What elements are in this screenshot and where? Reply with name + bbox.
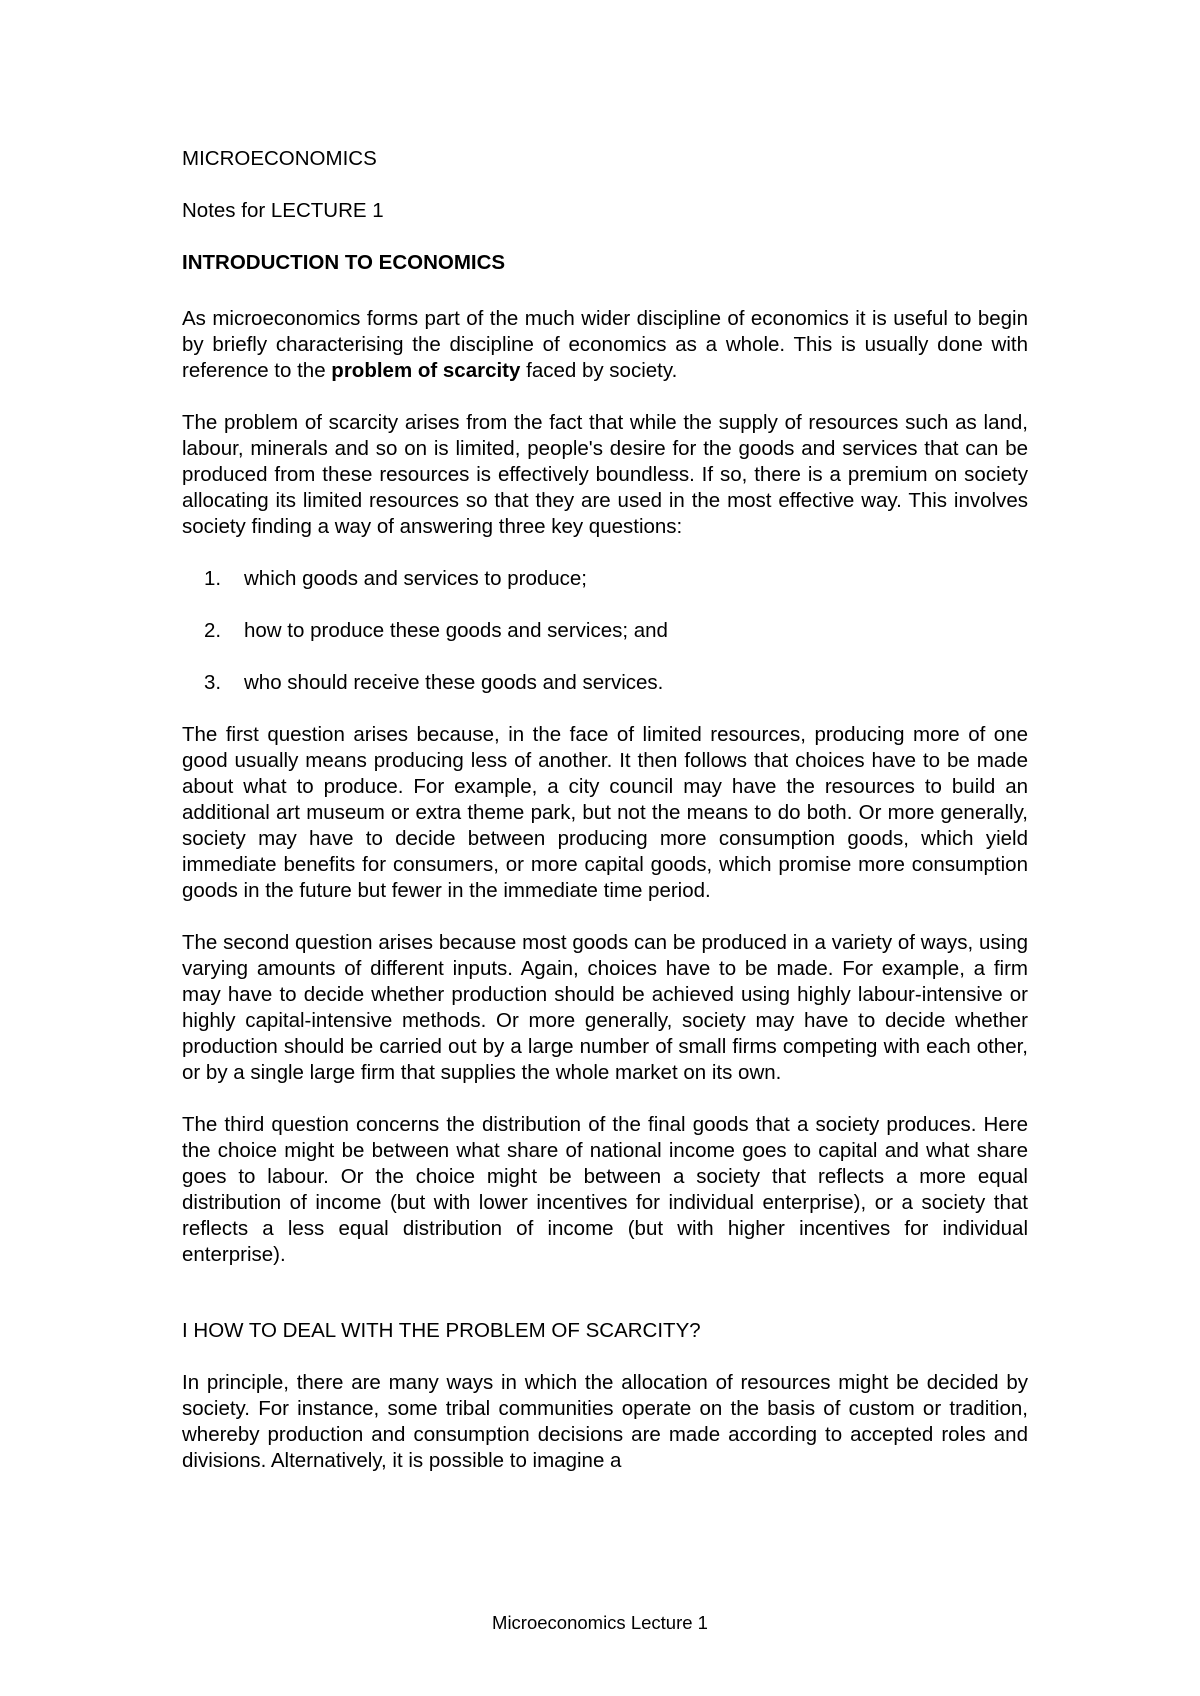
paragraph-first-question: The first question arises because, in the face of limited resources, producing more of one good usually means producing less of another. It then follows that choices have to be made about what to produce. For example, a city council may have the resources to build an additional art museum or extra theme park, but not the means to do both. Or more generally, society may have to decide between producing more consumption goods, which yield immediate benefits for consumers, or more capital goods, which promise more consumption goods in the future but fewer in the immediate time period. [182,723,1028,902]
list-number: 1. [204,567,222,590]
paragraph-scarcity: The problem of scarcity arises from the fact that while the supply of resources such as land, labour, minerals and so on is limited, people's desire for the goods and services that can be produced from these resources is effectively boundless. If so, there is a premium on society allocating its limited resources so that they are used in the most effective way. This involves society finding a way of answering three key questions: [182,411,1028,538]
list-item [182,566,1028,592]
document-body [182,140,1028,1474]
paragraph-intro-text: As microeconomics forms part of the much wider discipline of economics it is useful to begin by briefly characterising the discipline of economics as a whole. This is usually done with reference to the [182,307,1028,382]
paragraph-intro-end: faced by society. [520,359,678,382]
document-title: MICROECONOMICS [182,147,377,170]
list-text: how to produce these goods and services; and [244,619,668,642]
list-text: who should receive these goods and services. [244,671,664,694]
page-footer: Microeconomics Lecture 1 [492,1612,708,1633]
paragraph-third-question: The third question concerns the distribution of the final goods that a society produces. Here the choice might be between what share of national income goes to capital and what share goes to labour. Or the choice might be between a society that reflects a more equal distribution of income (but with lower incentives for individual enterprise), or a society that reflects a less equal distribution of income (but with higher incentives for individual enterprise). [182,1113,1028,1266]
list-item [182,618,1028,644]
list-number: 2. [204,619,222,642]
problem-of-scarcity-term: problem of scarcity [331,359,521,382]
intro-heading: INTRODUCTION TO ECONOMICS [182,251,506,274]
lecture-subtitle: Notes for LECTURE 1 [182,199,384,222]
paragraph-second-question: The second question arises because most goods can be produced in a variety of ways, using varying amounts of different inputs. Again, choices have to be made. For example, a firm may have to decide whether production should be achieved using highly labour-intensive or highly capital-intensive methods. Or more generally, society may have to decide whether production should be carried out by a large number of small firms competing with each other, or by a single large firm that supplies the whole market on its own. [182,931,1028,1084]
section-heading: I HOW TO DEAL WITH THE PROBLEM OF SCARCITY? [182,1319,701,1342]
paragraph-allocation: In principle, there are many ways in which the allocation of resources might be decided by society. For instance, some tribal communities operate on the basis of custom or tradition, whereby production and consumption decisions are made according to accepted roles and divisions. Alternatively, it is possible to imagine a [182,1371,1028,1472]
key-questions-list [182,566,1028,696]
list-text: which goods and services to produce; [244,567,588,590]
list-item [182,670,1028,696]
paragraph-intro [182,306,1028,384]
list-number: 3. [204,671,222,694]
